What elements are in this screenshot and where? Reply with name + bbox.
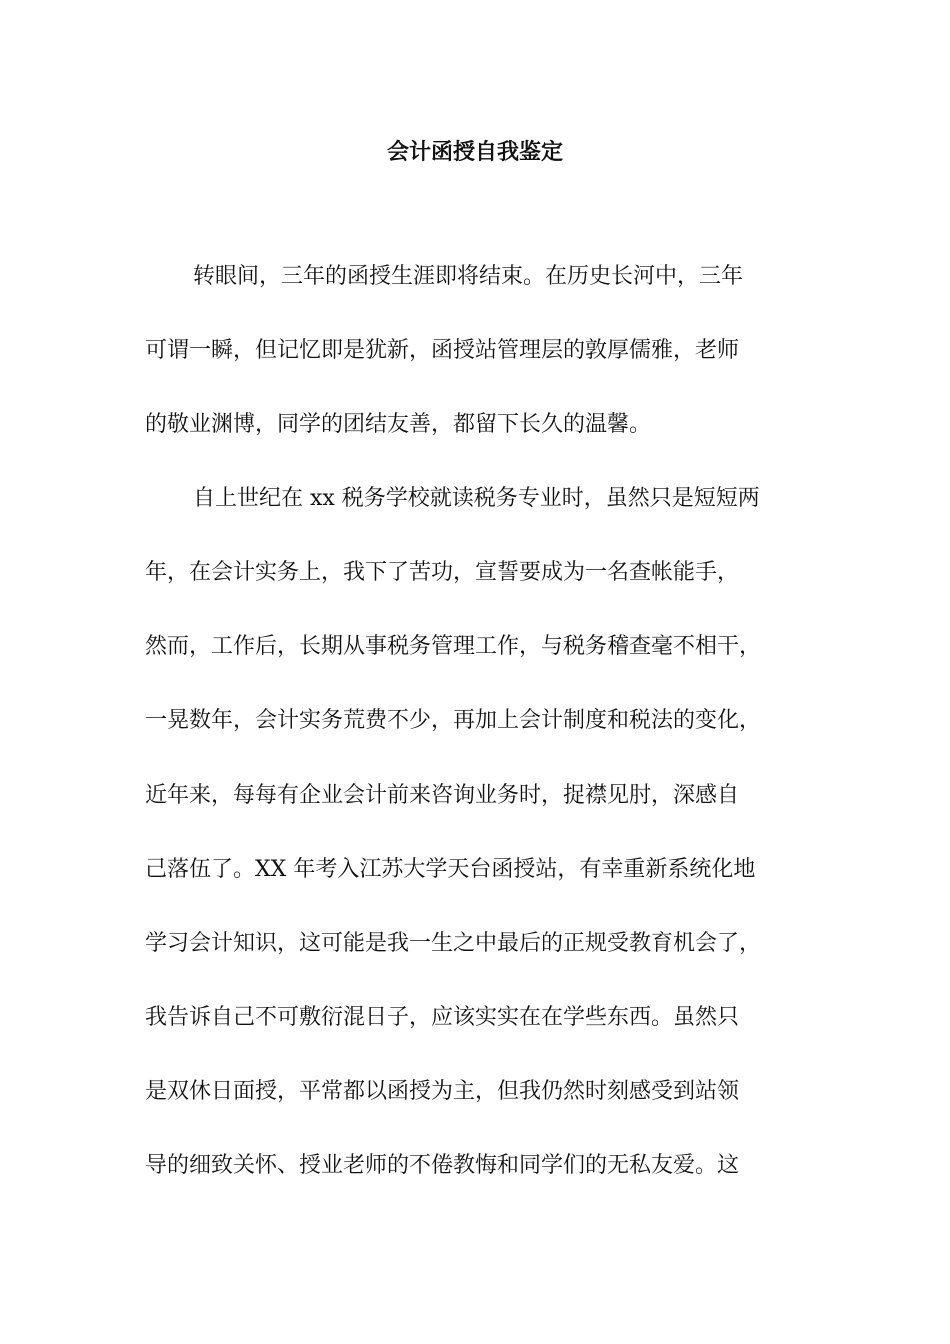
paragraph-1-line-1: 转眼间，三年的函授生涯即将结束。在历史长河中，三年 [193,264,744,289]
paragraph-2-line-10: 导的细致关怀、授业老师的不倦教悔和同学们的无私友爱。这 [145,1153,740,1178]
paragraph-2-line-1: 自上世纪在 xx 税务学校就读税务专业时，虽然只是短短两 [193,486,760,511]
paragraph-2-line-8: 我告诉自己不可敷衍混日子，应该实实在在学些东西。虽然只 [145,1005,740,1030]
paragraph-2-line-3: 然而，工作后，长期从事税务管理工作，与税务稽查毫不相干， [145,634,762,659]
paragraph-2-line-6: 己落伍了。XX 年考入江苏大学天台函授站，有幸重新系统化地 [145,857,756,882]
paragraph-1-line-2: 可谓一瞬，但记忆即是犹新，函授站管理层的敦厚儒雅，老师 [145,338,740,363]
paragraph-2-line-7: 学习会计知识，这可能是我一生之中最后的正规受教育机会了， [145,931,762,956]
paragraph-1-line-3: 的敬业渊博，同学的团结友善，都留下长久的温馨。 [145,412,652,437]
paragraph-2-line-4: 一晃数年，会计实务荒费不少，再加上会计制度和税法的变化， [145,708,762,733]
paragraph-2-line-5: 近年来，每每有企业会计前来咨询业务时，捉襟见肘，深感自 [145,783,740,808]
document-title: 会计函授自我鉴定 [386,139,563,165]
paragraph-2-line-2: 年，在会计实务上，我下了苦功，宣誓要成为一名查帐能手， [145,560,740,585]
paragraph-2-line-9: 是双休日面授，平常都以函授为主，但我仍然时刻感受到站领 [145,1079,740,1104]
